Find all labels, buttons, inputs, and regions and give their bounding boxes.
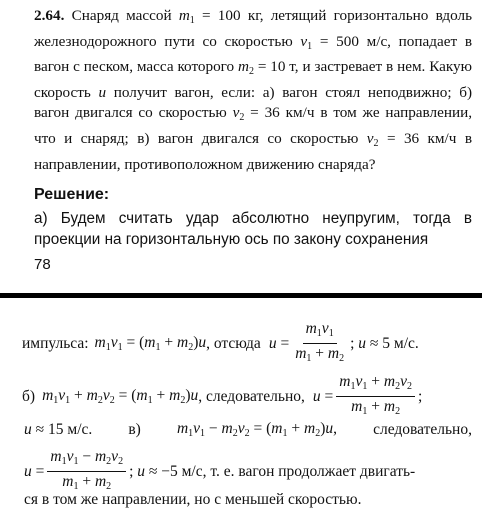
equation-line-2: [22, 373, 422, 420]
momentum-eq-c: $m_1v_1 - m_2v_2 = (m_1 + m_2)u$,: [176, 420, 337, 439]
problem-statement: [34, 6, 472, 175]
problem-text: Снаряд массой $m_1 = 100$ кг, летящий горизонтально вдоль железнодорожного пути со скоростью $v_1 = 500$ м/с, попадает в вагон с песком, масса которого $m_2 = 10$ т, и застревает в нем. Какую скорость u получит вагон, если: а) вагон стоял неподвижно; б) вагон двигался со скоростью $v_2 = 36$ км/ч в том же направлении, что и снаряд; в) вагон двигался со скоростью $v_2 = 36$ км/ч в направлении, противоположном движению снаряда?: [34, 7, 473, 173]
text-sledovatelno-c: следовательно,: [373, 420, 472, 438]
fraction-c-numerator: $m_1v_1 - m_2v_2$: [47, 448, 126, 472]
conclusion-text: ся в том же направлении, но с меньшей скоростью.: [24, 491, 362, 508]
u-equals-c: u =: [24, 462, 45, 480]
result-b: u ≈ 15 м/с.: [24, 420, 93, 438]
solution-heading: Решение:: [34, 186, 110, 203]
u-equals-b: u =: [312, 387, 334, 405]
label-b: б): [22, 387, 36, 405]
fraction-b-denominator: $m_1 + m_2$: [351, 398, 401, 417]
equation-line-3: [24, 420, 472, 439]
fraction-b-numerator: $m_1v_1 + m_2v_2$: [336, 373, 415, 397]
fraction-c: [47, 448, 126, 495]
equation-line-4: [24, 448, 415, 495]
u-equals-a: u =: [268, 334, 290, 352]
fraction-b: [336, 373, 415, 420]
page-divider: [0, 293, 482, 298]
fraction-a-denominator: $m_1 + m_2$: [295, 345, 345, 364]
equation-line-1: [22, 320, 419, 367]
page-number: 78: [34, 256, 51, 273]
problem-number: 2.64.: [34, 7, 65, 24]
solution-intro: а) Будем считать удар абсолютно неупругим, тогда в проекции на горизонтальную ось по закону сохранения: [34, 210, 472, 248]
text-sledovatelno-b: , следовательно,: [198, 387, 305, 405]
momentum-eq-b: $m_1v_1 + m_2v_2 = (m_1 + m_2)u$: [42, 387, 199, 406]
result-c: ; u ≈ −5 м/с, т. е. вагон продолжает двигать-: [129, 462, 416, 480]
text-otsyuda: , отсюда: [206, 334, 261, 352]
word-impulse: импульса:: [22, 334, 89, 352]
semicolon-b: ;: [417, 387, 423, 405]
fraction-a-numerator: $m_1v_1$: [303, 320, 337, 344]
result-a: ; u ≈ 5 м/с.: [350, 334, 419, 352]
fraction-a: [292, 320, 347, 367]
equation-line-5: [24, 491, 361, 509]
momentum-eq-a: $m_1v_1 = (m_1 + m_2)u$: [94, 334, 207, 353]
label-c: в): [128, 420, 141, 438]
fraction-c-denominator: $m_1 + m_2$: [62, 473, 112, 492]
